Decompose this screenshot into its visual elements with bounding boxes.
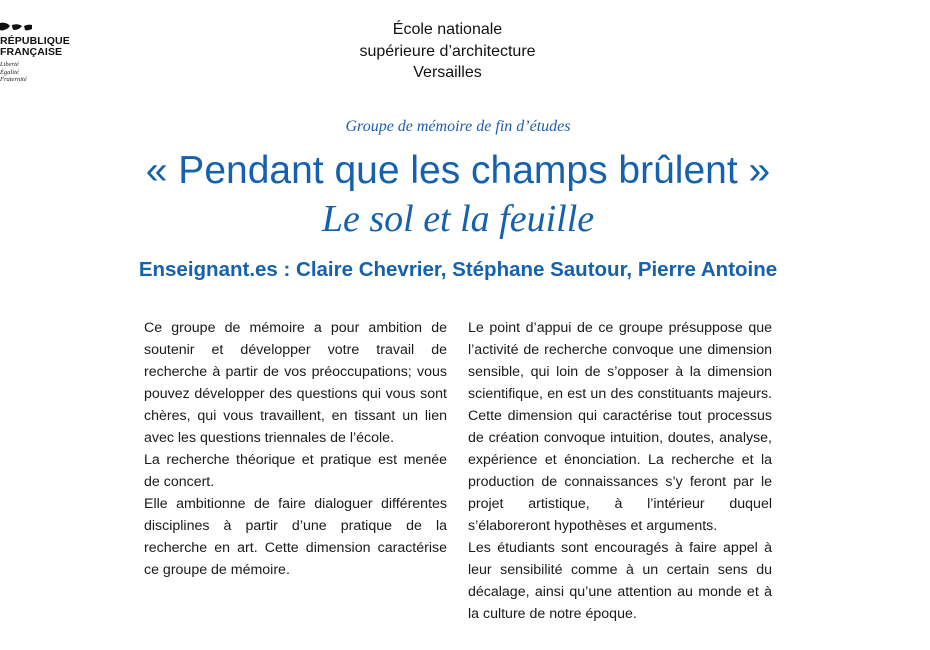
republique-francaise-logo bbox=[0, 22, 80, 84]
paragraph: Le point d’appui de ce groupe présuppose que l’activité de recherche convoque une dimension sensible, qui loin de s’opposer à la dimension scientifique, en est un des constituants majeurs. Cette dimension qui caractérise tout processus de création convoque intuition, doutes, analyse, expérience et énonciation. La recherche et la production de connaissances s’y feront par le projet artistique, à l’intérieur duquel s’élaboreront hypothèses et arguments. bbox=[468, 320, 772, 534]
paragraph: Les étudiants sont encouragés à faire appel à leur sensibilité comme à un certain sens du décalage, ainsi qu’une attention au monde et à la culture de notre époque. bbox=[468, 540, 772, 622]
page-subtitle: Le sol et la feuille bbox=[321, 198, 595, 240]
page-title: « Pendant que les champs brûlent » bbox=[145, 149, 771, 192]
marianne-flag-icon bbox=[0, 22, 32, 32]
group-label: Groupe de mémoire de fin d’études bbox=[345, 118, 571, 135]
school-name-line-1: École nationale bbox=[392, 21, 503, 38]
right-text-column bbox=[468, 317, 772, 625]
left-text-column bbox=[144, 317, 447, 581]
logo-motto-text: Liberté Égalité Fraternité bbox=[0, 61, 27, 83]
paragraph: La recherche théorique et pratique est menée de concert. bbox=[144, 452, 447, 490]
teachers-line: Enseignant.es : Claire Chevrier, Stéphane Sautour, Pierre Antoine bbox=[138, 258, 778, 281]
school-name bbox=[315, 19, 580, 84]
school-name-line-3: Versailles bbox=[413, 64, 482, 81]
paragraph: Ce groupe de mémoire a pour ambition de soutenir et développer votre travail de recherche à partir de vos préoccupations; vous pouvez développer des questions qui vous sont chères, qui vous travaillent, en tissant un lien avec les questions triennales de l’école. bbox=[144, 320, 447, 446]
school-name-line-2: supérieure d’architecture bbox=[359, 42, 536, 60]
paragraph: Elle ambitionne de faire dialoguer différentes disciplines à partir d’une pratique de la recherche en art. Cette dimension caractérise ce groupe de mémoire. bbox=[144, 496, 447, 578]
logo-republique-francaise-text: RÉPUBLIQUE FRANÇAISE bbox=[0, 35, 70, 58]
